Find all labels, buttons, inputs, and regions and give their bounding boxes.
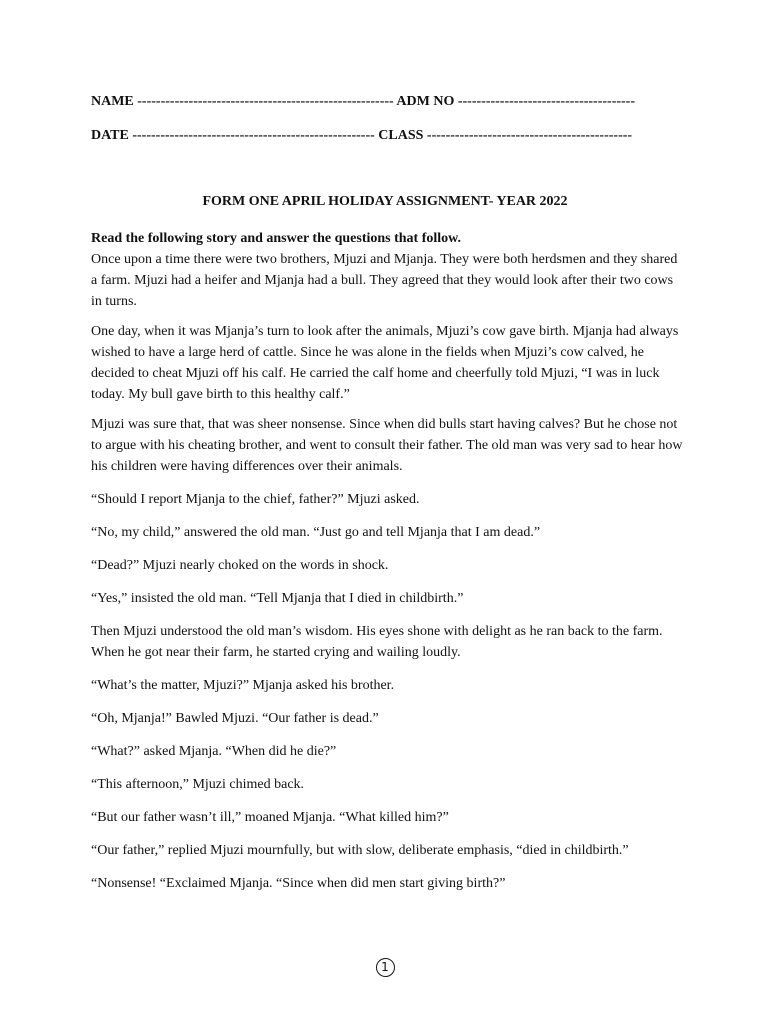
document-title: FORM ONE APRIL HOLIDAY ASSIGNMENT- YEAR 2022 [202, 194, 568, 209]
paragraph-9: “What’s the matter, Mjuzi?” Mjanja asked his brother. [91, 678, 395, 693]
paragraph-10: “Oh, Mjanja!” Bawled Mjuzi. “Our father is dead.” [91, 711, 379, 726]
name-adm-line: NAME ------------------------------------------------------- ADM NO -------------------------------------- [91, 94, 636, 109]
instruction: Read the following story and answer the questions that follow. [91, 231, 461, 246]
paragraph-1: Once upon a time there were two brothers, Mjuzi and Mjanja. They were both herdsmen and they shared a farm. Mjuzi had a heifer and Mjanja had a bull. They agreed that they would look after their two cows in turns. [91, 252, 678, 309]
paragraph-5: “No, my child,” answered the old man. “Just go and tell Mjanja that I am dead.” [91, 525, 541, 540]
paragraph-12: “This afternoon,” Mjuzi chimed back. [91, 777, 305, 792]
paragraph-3: Mjuzi was sure that, that was sheer nonsense. Since when did bulls start having calves? But he chose not to argue with his cheating brother, and went to consult their father. The old man was very sad to hear how his children were having differences over their animals. [91, 417, 683, 474]
page-number-circle: 1 [376, 958, 395, 977]
paragraph-11: “What?” asked Mjanja. “When did he die?” [91, 744, 337, 759]
paragraph-7: “Yes,” insisted the old man. “Tell Mjanja that I died in childbirth.” [91, 591, 464, 606]
paragraph-6: “Dead?” Mjuzi nearly choked on the words in shock. [91, 558, 389, 573]
page-number [0, 958, 770, 977]
date-class-line: DATE ---------------------------------------------------- CLASS -------------------------------------------- [91, 128, 633, 143]
paragraph-14: “Our father,” replied Mjuzi mournfully, but with slow, deliberate emphasis, “died in childbirth.” [91, 843, 629, 858]
paragraph-8: Then Mjuzi understood the old man’s wisdom. His eyes shone with delight as he ran back to the farm. When he got near their farm, he started crying and wailing loudly. [91, 624, 663, 660]
story-text [91, 228, 683, 894]
paragraph-15: “Nonsense! “Exclaimed Mjanja. “Since when did men start giving birth?” [91, 876, 506, 891]
paragraph-2: One day, when it was Mjanja’s turn to look after the animals, Mjuzi’s cow gave birth. Mjanja had always wished to have a large herd of cattle. Since he was alone in the fields when Mjuzi’s cow calved, he decided to cheat Mjuzi off his calf. He carried the calf home and cheerfully told Mjuzi, “I was in luck today. My bull gave birth to this healthy calf.” [91, 324, 679, 402]
paragraph-4: “Should I report Mjanja to the chief, father?” Mjuzi asked. [91, 492, 420, 507]
paragraph-13: “But our father wasn’t ill,” moaned Mjanja. “What killed him?” [91, 810, 449, 825]
